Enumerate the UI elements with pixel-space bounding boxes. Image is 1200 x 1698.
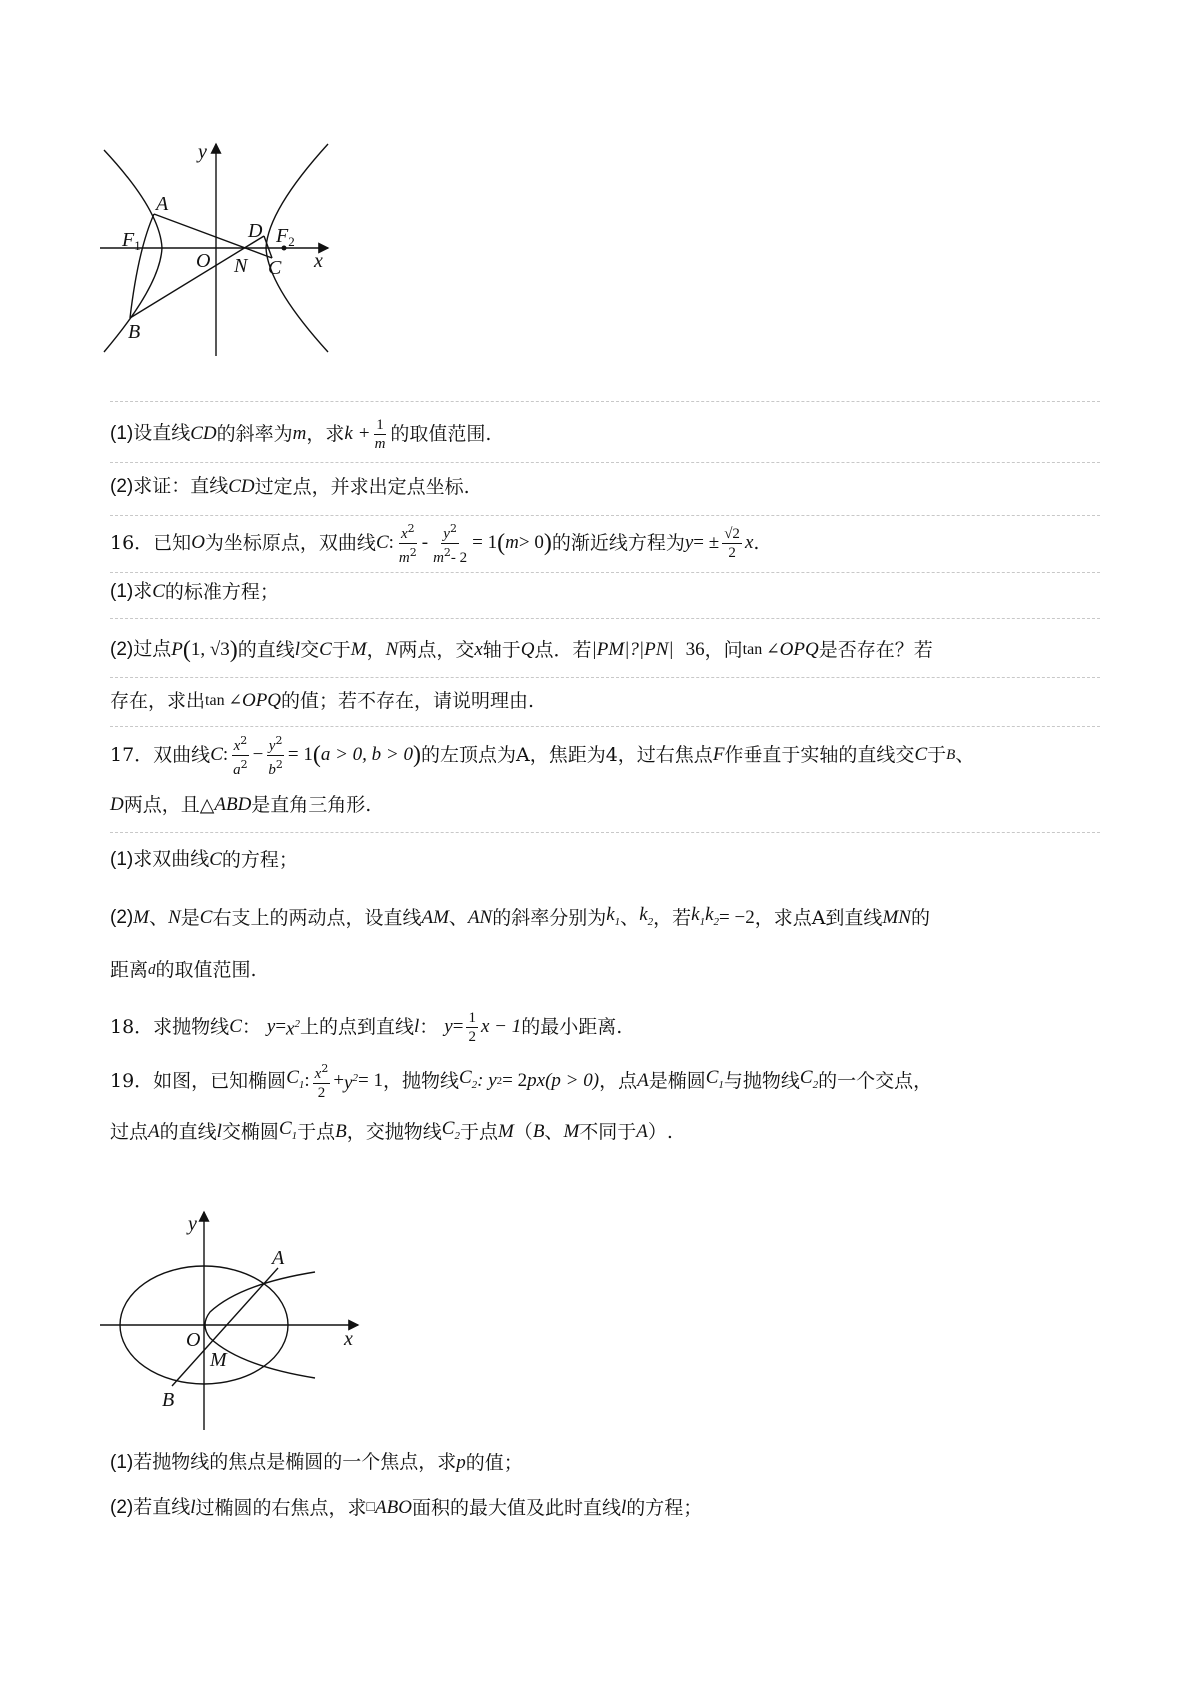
label-O: O xyxy=(196,250,211,272)
math-C2: $C_2$ xyxy=(799,1066,819,1091)
math-x: x xyxy=(744,532,754,553)
math-l: l xyxy=(216,1121,222,1143)
text: 的值；若不存在，请说明理由. xyxy=(281,690,535,712)
q17-part1 xyxy=(110,845,1100,875)
triangle-symbol: □ xyxy=(366,1500,375,1515)
math-PM-PN: |PM|?|PN| xyxy=(591,639,674,660)
text: (1)求双曲线 xyxy=(110,849,210,870)
label-y: y xyxy=(188,1213,197,1235)
math-M: M xyxy=(350,639,367,660)
text: (2) xyxy=(110,907,134,929)
denominator: m xyxy=(374,435,386,452)
label-A: A xyxy=(272,1247,285,1269)
text: 的渐近线方程为 xyxy=(551,532,685,554)
text: 18．求抛物线 xyxy=(110,1016,230,1038)
math-CD: CD xyxy=(190,423,217,444)
ellipse-parabola-diagram xyxy=(100,1208,370,1433)
math-y: y xyxy=(684,532,694,553)
math-C: C xyxy=(914,744,928,765)
text: 两点，交 xyxy=(398,639,475,661)
text: 的方程； xyxy=(626,1497,703,1519)
separator xyxy=(110,462,1100,463)
text: 、 xyxy=(620,907,640,930)
text: 、 xyxy=(544,1121,564,1144)
math-A: A xyxy=(636,1121,648,1143)
text: ，若 xyxy=(653,907,692,930)
text: ，求 xyxy=(306,423,345,445)
math-C1: $C_1$ xyxy=(705,1066,724,1091)
math-B: B xyxy=(946,747,956,763)
math-F: F xyxy=(712,744,725,765)
fraction-y2-b2: $\frac{y^2}{b^2}$ xyxy=(268,733,283,778)
math-A: A xyxy=(148,1121,160,1143)
text: 为坐标原点，双曲线 xyxy=(204,532,376,554)
text: ： xyxy=(241,1016,261,1038)
text: 与抛物线 xyxy=(723,1070,800,1092)
math-B: B xyxy=(532,1121,545,1143)
text: 的斜率分别为 xyxy=(492,907,607,930)
q16-stem: 16．已知 O 为坐标原点，双曲线 C : $\frac{x^2}{m^2}$ - $\frac{y^2}{m^2- 2}$ = 1 ( m > 0 ) 的渐近线方程为 y = ± $\frac{√2}{2}$ x . xyxy=(110,521,760,566)
q16-part2-line2-main xyxy=(110,686,1100,716)
fraction-one-half: $\frac{1}{2}$ xyxy=(468,1009,476,1045)
math-Q: Q xyxy=(520,639,535,660)
text: 上的点到直线 xyxy=(299,1016,414,1038)
math-P: P xyxy=(171,639,183,660)
text: 、 xyxy=(448,907,468,930)
math-N: N xyxy=(385,639,399,660)
q16-part2-line1: (2)过点 P ( 1, √3 ) 的直线 l 交 C 于 M ， N 两点，交 x 轴于 Q 点．若 |PM|?|PN| 36 ，问 tan ∠ OPQ 是否存在？若 xyxy=(110,637,933,663)
math-A: A xyxy=(637,1070,649,1091)
math-MN: MN xyxy=(882,907,911,929)
ellipse-parabola-figure xyxy=(100,1208,370,1433)
math-C1: $C_1$ xyxy=(286,1066,305,1091)
equals-two: = 2 xyxy=(502,1070,528,1091)
colon: : xyxy=(388,532,394,553)
text: 是否存在？若 xyxy=(818,639,933,661)
label-O: O xyxy=(186,1329,201,1351)
math-l: l xyxy=(414,1016,420,1037)
math-AM: AM xyxy=(421,907,449,929)
text: 16．已知 xyxy=(110,532,192,554)
q19-stem-line2 xyxy=(110,1114,1100,1151)
math-C1: $C_1$ xyxy=(278,1118,298,1142)
text: 不同于 xyxy=(579,1121,637,1144)
math-tan: tan ∠ xyxy=(205,692,242,709)
fraction-1-over-m xyxy=(373,416,388,453)
q19-stem-line1 xyxy=(110,1058,1100,1104)
q16-part1 xyxy=(110,577,1100,607)
math-C: C xyxy=(210,744,223,765)
text: 于 xyxy=(331,639,351,661)
exponent: 2 xyxy=(496,1075,503,1087)
text: 的一个交点， xyxy=(818,1070,933,1092)
q15-part1 xyxy=(110,412,1100,456)
minus: − xyxy=(252,744,264,765)
text: （ xyxy=(513,1121,533,1144)
text: 的直线 xyxy=(159,1121,217,1144)
label-M: M xyxy=(210,1349,227,1371)
math-d: d xyxy=(148,962,156,978)
equals-one: = 1 xyxy=(472,532,498,553)
label-x: x xyxy=(314,250,323,272)
text: 的 xyxy=(910,907,930,930)
colon: : xyxy=(222,744,229,765)
math-O: O xyxy=(191,532,205,553)
text: 过点 xyxy=(110,1121,149,1144)
text: 的值； xyxy=(465,1452,523,1474)
q15-part2 xyxy=(110,472,1100,502)
math-CD: CD xyxy=(228,476,255,497)
text: ，问 xyxy=(704,639,743,661)
text: 的左顶点为A，焦距为4，过右焦点 xyxy=(421,744,713,766)
label-B: B xyxy=(162,1389,175,1411)
value-36: 36 xyxy=(685,639,705,660)
text: 于点 xyxy=(459,1121,498,1144)
equals-one: = 1 xyxy=(287,744,313,765)
math-ABO: ABO xyxy=(375,1497,412,1518)
text: (1)设直线 xyxy=(110,423,191,444)
math-tan: tan ∠ xyxy=(742,641,780,658)
math-AN: AN xyxy=(467,907,493,929)
text: 是椭圆 xyxy=(648,1070,706,1092)
math-C: C xyxy=(319,639,332,660)
text: 过椭圆的右焦点，求 xyxy=(195,1497,367,1519)
text: 的方程； xyxy=(221,849,298,871)
text: (2)求证：直线 xyxy=(110,476,229,497)
text: ，求点A到直线 xyxy=(754,907,883,930)
equals: = xyxy=(452,1016,464,1037)
label-F1: $F_1$ xyxy=(122,229,141,253)
text: 19．如图，已知椭圆 xyxy=(110,1070,287,1092)
label-A: A xyxy=(156,193,169,215)
text: 交椭圆 xyxy=(221,1121,279,1144)
condition: a > 0, b > 0 xyxy=(320,744,413,765)
fraction-sqrt2-2: $\frac{√2}{2}$ xyxy=(724,525,740,561)
math-C: C xyxy=(199,907,213,929)
math-C: C xyxy=(209,849,222,870)
text: 轴于 xyxy=(482,639,521,661)
q17-part2-line1 xyxy=(110,900,1100,937)
text: ，抛物线 xyxy=(382,1070,459,1092)
math-OPQ: OPQ xyxy=(241,690,282,711)
math-M: M xyxy=(563,1121,580,1143)
math-k: k xyxy=(344,423,353,444)
q17-stem-line2 xyxy=(110,790,1100,820)
math-l: l xyxy=(620,1497,627,1518)
label-x: x xyxy=(344,1328,353,1350)
text: (1)若抛物线的焦点是椭圆的一个焦点，求 xyxy=(110,1452,457,1473)
math-px: px xyxy=(527,1070,546,1091)
separator xyxy=(110,618,1100,619)
q19-part1 xyxy=(110,1448,1100,1478)
math-OPQ: OPQ xyxy=(779,639,819,660)
math-m: m xyxy=(292,423,307,444)
text: ，交抛物线 xyxy=(346,1121,442,1144)
text: (1)求 xyxy=(110,581,153,602)
math-N: N xyxy=(168,907,181,929)
math-m: m xyxy=(505,532,519,553)
math-M: M xyxy=(497,1121,514,1143)
chord-DC xyxy=(264,236,272,258)
text: 是直角三角形. xyxy=(251,794,372,816)
equals-minus-two: = −2 xyxy=(719,907,755,929)
text: 的标准方程； xyxy=(164,581,279,603)
math-k1: $k_1$ xyxy=(606,904,621,928)
math-l: l xyxy=(294,639,301,660)
math-C: C xyxy=(375,532,389,553)
separator xyxy=(110,726,1100,727)
text: 右支上的两动点，设直线 xyxy=(212,907,422,930)
math-l: l xyxy=(190,1497,196,1518)
point-coords: 1, √3 xyxy=(190,639,230,660)
separator xyxy=(110,572,1100,573)
q17-stem-line1: 17．双曲线 C : $\frac{x^2}{a^2}$ − $\frac{y^2}{b^2}$ = 1 ( a > 0, b > 0 ) 的左顶点为A，焦距为4，过右焦点 F 作垂直于实轴的直线交 C 于 B 、 xyxy=(110,733,975,778)
math-C2: $C_2$ xyxy=(441,1118,460,1142)
text: ， xyxy=(366,639,386,661)
separator xyxy=(110,677,1100,678)
math-B: B xyxy=(335,1121,347,1143)
math-y: y xyxy=(266,1016,276,1037)
colon: : xyxy=(304,1070,310,1091)
math-plus: + xyxy=(358,423,370,444)
math-x2: $x^2$ xyxy=(286,1018,300,1040)
period: . xyxy=(753,532,760,554)
separator xyxy=(110,401,1100,402)
plus-minus: = ± xyxy=(693,532,720,553)
separator xyxy=(110,832,1100,833)
minus: - xyxy=(421,532,429,553)
text: 的斜率为 xyxy=(216,423,293,445)
text: ： xyxy=(419,1016,439,1038)
hyperbola-diagram xyxy=(100,140,340,360)
text: 过定点，并求出定点坐标. xyxy=(254,476,470,498)
text: 存在，求出 xyxy=(110,690,206,712)
q19-part2 xyxy=(110,1493,1100,1523)
separator xyxy=(110,515,1100,516)
text: 的最小距离. xyxy=(521,1016,623,1038)
condition: > 0 xyxy=(518,532,544,553)
label-D: D xyxy=(248,220,263,242)
label-B: B xyxy=(128,321,141,343)
math-k1k2: $k_1k_2$ xyxy=(691,904,720,928)
text: 作垂直于实轴的直线交 xyxy=(724,744,915,766)
plus: + xyxy=(333,1070,345,1091)
math-M: M xyxy=(133,907,150,929)
math-expr: x − 1 xyxy=(480,1016,522,1037)
math-k2: $k_2$ xyxy=(639,904,654,928)
text: 于 xyxy=(927,744,947,766)
numerator: 1 xyxy=(376,416,384,433)
math-C2: $C_2$ xyxy=(458,1066,478,1091)
text: 的直线 xyxy=(237,639,295,661)
math-C: C xyxy=(152,581,165,602)
label-y: y xyxy=(198,141,207,163)
condition: (p > 0) xyxy=(545,1070,600,1091)
math-x: x xyxy=(474,639,483,660)
fraction-x2-a2: $\frac{x^2}{a^2}$ xyxy=(233,733,248,778)
label-C: C xyxy=(268,257,282,279)
text: ，点 xyxy=(599,1070,638,1092)
text: (2)若直线 xyxy=(110,1497,191,1518)
text: 、 xyxy=(149,907,169,930)
equals-one: = 1 xyxy=(357,1070,383,1091)
text: 点．若 xyxy=(534,639,592,661)
text: 交 xyxy=(300,639,320,661)
text: ）. xyxy=(647,1121,673,1144)
label-F2: $F_2$ xyxy=(276,225,295,249)
text: 两点，且△ xyxy=(123,794,215,816)
math-ABD: ABD xyxy=(214,794,252,815)
equals: = xyxy=(275,1016,287,1037)
hyperbola-figure xyxy=(100,140,340,360)
q17-part2-line2 xyxy=(110,955,1100,985)
text: 的取值范围. xyxy=(155,959,257,981)
math-p: p xyxy=(456,1452,466,1473)
fraction-x2-m2: $\frac{x^2}{m^2}$ xyxy=(398,521,417,566)
text: 距离 xyxy=(110,959,149,981)
text: (2)过点 xyxy=(110,639,172,660)
text: 17．双曲线 xyxy=(110,744,211,766)
math-C: C xyxy=(229,1016,242,1037)
fraction-y2-m2-2: $\frac{y^2}{m^2- 2}$ xyxy=(433,521,468,566)
label-N: N xyxy=(234,255,248,277)
text: 的取值范围. xyxy=(390,423,492,445)
text: 于点 xyxy=(297,1121,336,1144)
math-y2: $y^2$ xyxy=(344,1072,358,1094)
text: 是 xyxy=(180,907,200,930)
text: 、 xyxy=(955,744,975,766)
fraction-x2-2: $\frac{x^2}{2}$ xyxy=(314,1062,329,1101)
q18 xyxy=(110,1004,1100,1050)
math-y: : y xyxy=(477,1070,497,1091)
text: 面积的最大值及此时直线 xyxy=(411,1497,621,1519)
math-D: D xyxy=(110,794,124,815)
math-y: y xyxy=(444,1016,453,1037)
